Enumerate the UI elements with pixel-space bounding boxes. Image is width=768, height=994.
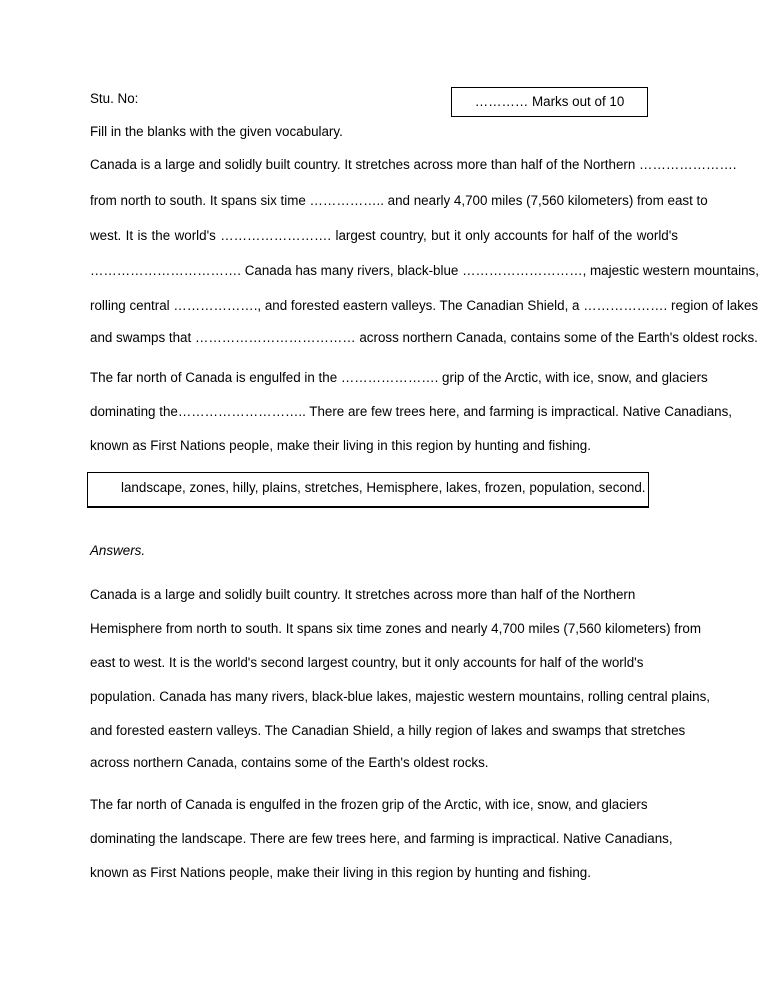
exercise-p2-line-1: The far north of Canada is engulfed in the …………………. grip of the Arctic, with ice, snow, and glaciers bbox=[90, 370, 708, 385]
exercise-p2-line-2: dominating the……………………….. There are few trees here, and farming is impractical. Native Canadians, bbox=[90, 404, 733, 419]
answers-p2-line-3: known as First Nations people, make their living in this region by hunting and fishing. bbox=[90, 865, 591, 880]
answers-p1-line-5: and forested eastern valleys. The Canadian Shield, a hilly region of lakes and swamps that stretches bbox=[90, 723, 686, 738]
vocabulary-box: landscape, zones, hilly, plains, stretches, Hemisphere, lakes, frozen, population, second. bbox=[87, 472, 649, 508]
answers-p1-line-6: across northern Canada, contains some of the Earth's oldest rocks. bbox=[90, 755, 489, 770]
exercise-p1-line-3: west. It is the world's ……………………. largest country, but it only accounts for half of the world's bbox=[90, 228, 678, 243]
answers-p1-line-2: Hemisphere from north to south. It spans six time zones and nearly 4,700 miles (7,560 kilometers) from bbox=[90, 621, 702, 636]
student-number-label: Stu. No: bbox=[90, 91, 139, 106]
answers-heading: Answers. bbox=[90, 543, 146, 558]
exercise-p1-line-1: Canada is a large and solidly built country. It stretches across more than half of the Northern …………………. bbox=[90, 157, 737, 172]
exercise-p1-line-6: and swamps that ……………………………… across northern Canada, contains some of the Earth's oldest rocks. bbox=[90, 330, 758, 345]
exercise-p1-line-5: rolling central ………………., and forested eastern valleys. The Canadian Shield, a ………………. region of lakes bbox=[90, 298, 759, 313]
exercise-p1-line-2: from north to south. It spans six time …………….. and nearly 4,700 miles (7,560 kilometers) from east to bbox=[90, 193, 708, 208]
answers-p1-line-3: east to west. It is the world's second largest country, but it only accounts for half of the world's bbox=[90, 655, 644, 670]
answers-p1-line-4: population. Canada has many rivers, black-blue lakes, majestic western mountains, rolling central plains, bbox=[90, 689, 710, 704]
marks-box: ………… Marks out of 10 bbox=[451, 87, 648, 117]
instructions: Fill in the blanks with the given vocabulary. bbox=[90, 124, 343, 139]
answers-p1-line-1: Canada is a large and solidly built country. It stretches across more than half of the Northern bbox=[90, 587, 636, 602]
answers-p2-line-1: The far north of Canada is engulfed in the frozen grip of the Arctic, with ice, snow, and glaciers bbox=[90, 797, 648, 812]
answers-p2-line-2: dominating the landscape. There are few trees here, and farming is impractical. Native Canadians, bbox=[90, 831, 673, 846]
exercise-p1-line-4: ……………………………. Canada has many rivers, black-blue ………………………, majestic western mountains, bbox=[90, 263, 759, 278]
exercise-p2-line-3: known as First Nations people, make their living in this region by hunting and fishing. bbox=[90, 438, 591, 453]
